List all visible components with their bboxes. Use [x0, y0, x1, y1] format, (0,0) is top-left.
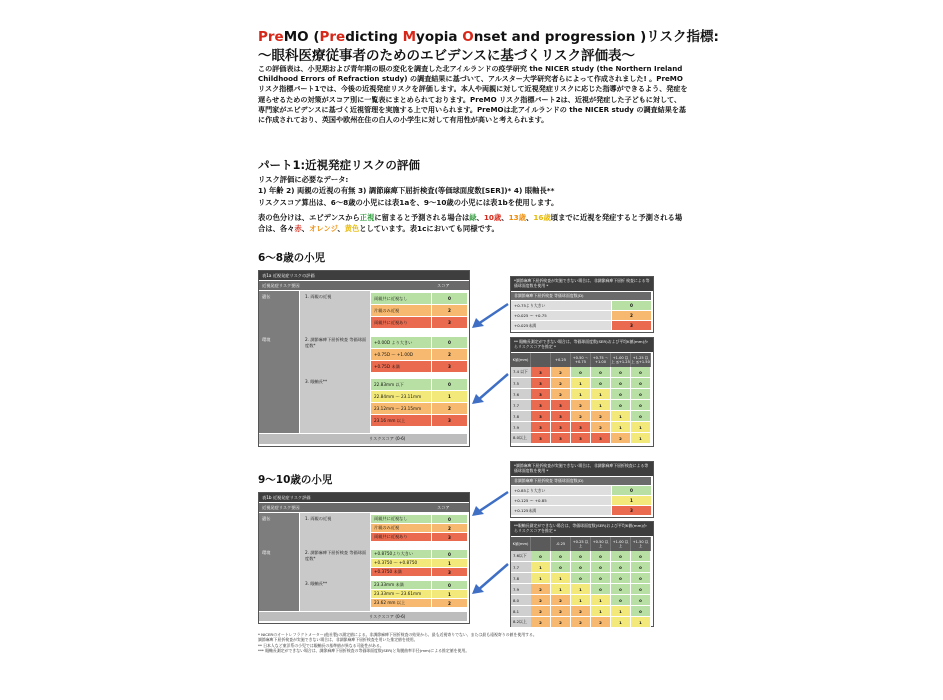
list-row-score: 0	[612, 301, 651, 310]
grid-cell: 1	[631, 422, 651, 433]
group-column	[259, 291, 299, 433]
grid-cell: 2	[551, 617, 571, 628]
row-score: 2	[432, 599, 467, 607]
box-b1-note: *調節麻痺下屈折検査が実施できない場合は、非調節麻痺下屈折検査による等価球面度数を使用 *	[511, 462, 653, 476]
box-a2-note: ** 眼軸長測定ができない場合は、等価球面度数(SER)および平均K値(mm)からリスクスコアを推定 *	[511, 338, 653, 352]
grid-row-label: 7.7	[511, 562, 531, 573]
title-line-2: 〜眼科医療従事者のためのエビデンスに基づくリスク評価表〜	[258, 48, 636, 64]
grid-cell: 0	[571, 551, 591, 562]
grid-cell: 1	[611, 617, 631, 628]
grid-cell: 2	[551, 606, 571, 617]
cn-e: 、	[476, 213, 484, 222]
grid-row-label: 7.4 以下	[511, 367, 531, 378]
color-note	[258, 212, 688, 234]
row-label: 両親共に近視あり	[371, 533, 431, 541]
box-b2-note: **眼軸長測定ができない場合は、等価球面度数(SER)および平均K値(mm)からリスクスコアを推定 *	[511, 522, 653, 536]
grid-cell: 2	[551, 367, 571, 378]
grid-cell: 0	[631, 606, 651, 617]
table-1b-score-head: スコア	[437, 505, 450, 510]
grid-cell: 3	[571, 433, 591, 444]
grid-cell: 1	[531, 573, 551, 584]
grid-cell: 0	[631, 400, 651, 411]
factor-ser: 2. 調節麻痺下屈折検査 等価球面度数*	[305, 337, 367, 348]
grid-cell: 0	[611, 367, 631, 378]
section-9-10: 9〜10歳の小児	[258, 474, 333, 486]
row-label: +0.75D 〜 +1.00D	[371, 349, 431, 360]
factor-column	[300, 291, 370, 433]
row-score: 0	[432, 379, 467, 390]
grid-cell: 3	[551, 411, 571, 422]
cn-l: 黄色	[344, 224, 360, 233]
row-label: +0.3750 未満	[371, 568, 431, 576]
grid-cell: 3	[531, 433, 551, 444]
grid-cell: 1	[611, 422, 631, 433]
table-1a-total: リスクスコア (0-6)	[259, 434, 467, 444]
intro-paragraph: この評価表は、小児期および青年期の眼の変化を調査した北アイルランドの疫学研究 the NICER study (the Northern Ireland Childhood Errors of Refraction study) の調査結果に基づいて、アルスター大学研究者らによって作成されました! 。PreMO リスク指標パート1では、今後の近視発症リスクを評価します。本人や両親に対して近視発症リスクに応じた指導ができるよう、発症を遅らせるための対策がスコア別に一覧表にまとめられております。PreMO リスク指標パート2は、近視が発症した子どもに対して、専門家がエビデンスに基づく近視管理を実施する上で用いられます。PreMOは北アイルランドの the NICER study の調査結果を基に作成されており、英国や欧州在住の白人の小学生に対して有用性が高いと考えられます。	[258, 64, 688, 125]
table-1b-subheader-text: 近視発症リスク要因	[262, 505, 300, 510]
cn-e2: 、	[501, 213, 509, 222]
row-score: 3	[432, 533, 467, 541]
cn-a: 表の色分けは、エビデンスから	[258, 213, 360, 222]
grid-col-header: +1.50 以上	[631, 537, 651, 551]
grid-cell: 2	[551, 389, 571, 400]
list-row-score: 3	[612, 506, 651, 515]
row-label: 23.12mm 〜 23.15mm	[371, 403, 431, 414]
cn-i: 頃までに近視を発症すると予測される場合は、各々	[258, 213, 683, 233]
grid-cell: 0	[611, 551, 631, 562]
row-score: 1	[432, 391, 467, 402]
grid-col-header: -0.25	[551, 537, 571, 551]
footnotes	[258, 632, 688, 654]
grid-cell: 0	[631, 389, 651, 400]
box-a1-head: 非調節麻痺下屈折検査 等価球面度数(D)	[511, 292, 651, 300]
box-a1-note: *調節麻痺下屈折検査が実施できない場合は、非調節麻痺下屈折 検査による等価球面度数を使用 *	[511, 277, 653, 291]
cn-c: に留まると予測される場合は	[374, 213, 470, 222]
cn-b: 正視	[359, 213, 375, 222]
row-label: 23.33mm 未満	[371, 581, 431, 589]
grid-row-label: 7.6	[511, 389, 531, 400]
grid-cell: 1	[571, 378, 591, 389]
cn-e3: 、	[526, 213, 534, 222]
grid-col-header: +0.25 以上	[571, 537, 591, 551]
grid-cell: 0	[631, 595, 651, 606]
score-note: リスクスコア算出は、6〜8歳の小児には表1aを、9〜10歳の小児には表1bを使用します。	[258, 198, 559, 207]
factor-column-b	[300, 513, 370, 611]
row-score: 2	[432, 403, 467, 414]
list-row-label: +0.025未満	[511, 321, 611, 330]
box-a2	[510, 337, 654, 447]
grid-cell: 2	[531, 595, 551, 606]
grid-cell: 0	[591, 562, 611, 573]
grid-cell: 3	[551, 433, 571, 444]
grid-cell: 1	[591, 595, 611, 606]
row-label: +0.8750より大きい	[371, 550, 431, 558]
grid-cell: 0	[591, 367, 611, 378]
box-b1	[510, 461, 654, 518]
row-score: 3	[432, 568, 467, 576]
grid-cell: 0	[591, 551, 611, 562]
list-row-label: +0.85より大きい	[511, 486, 611, 495]
row-label: 片親のみ近視	[371, 524, 431, 532]
footnote-2: 調節麻痺下屈折検査が実施できない場合は、非調節麻痺下屈折検査を用いた推定値を使用。	[258, 637, 418, 643]
list-row-score: 2	[612, 311, 651, 320]
row-score: 3	[432, 415, 467, 426]
grid-cell: 0	[571, 367, 591, 378]
title-line-1	[258, 25, 719, 45]
row-label: 両親共に近視なし	[371, 293, 431, 304]
row-label: 両親共に近視なし	[371, 515, 431, 523]
grid-cell: 1	[631, 433, 651, 444]
factor-ser-b: 2. 調節麻痺下屈折検査 等価球面度数*	[305, 550, 367, 561]
grid-cell: 0	[571, 562, 591, 573]
required-data-items: 1) 年齢 2) 両親の近視の有無 3) 調節麻痺下屈折検査(等価球面度数[SER])* 4) 眼軸長**	[258, 186, 555, 195]
grid-cell: 1	[611, 411, 631, 422]
row-label: 22.84mm 〜 23.11mm	[371, 391, 431, 402]
table-1b-header: 表1b 近視発症リスク評価	[259, 493, 469, 502]
grid-cell: 1	[571, 595, 591, 606]
grid-rowhead: K値(mm)	[511, 537, 531, 551]
grid-col-header: +1.25 以上 ≦+1.50	[631, 353, 651, 367]
grid-cell: 2	[571, 617, 591, 628]
grid-row-label: 7.5	[511, 378, 531, 389]
row-score: 0	[432, 337, 467, 348]
factor-parents-b: 1. 両親の近視	[305, 516, 332, 521]
grid-cell: 0	[591, 378, 611, 389]
row-score: 0	[432, 581, 467, 589]
grid-cell: 3	[571, 422, 591, 433]
row-score: 2	[432, 524, 467, 532]
footnote-4: *** 眼軸長測定ができない場合は、調節麻痺下屈折検査の等価球面度数(SER)と角膜曲率半径(mm)による推定値を使用。	[258, 648, 470, 654]
grid-cell: 3	[531, 411, 551, 422]
grid-cell: 2	[571, 606, 591, 617]
grid-cell: 0	[551, 562, 571, 573]
required-data-label: リスク評価に必要なデータ:	[258, 175, 349, 184]
row-label: 片親のみ近視	[371, 305, 431, 316]
grid-row-label: 7.9	[511, 422, 531, 433]
table-1b-total: リスクスコア (0-6)	[259, 612, 467, 621]
row-score: 1	[432, 559, 467, 567]
grid-cell: 0	[591, 573, 611, 584]
group-environment-b: 環境	[262, 550, 271, 555]
grid-cell: 3	[551, 422, 571, 433]
row-score: 0	[432, 515, 467, 523]
grid-cell: 0	[631, 573, 651, 584]
grid-cell: 3	[531, 422, 551, 433]
section-6-8: 6〜8歳の小児	[258, 252, 326, 264]
row-score: 0	[432, 550, 467, 558]
grid-cell: 0	[591, 584, 611, 595]
cn-g: 13歳	[508, 213, 527, 222]
footnote-1: * NICERのオートレフラクトメーター(他社製)の測定値による。非調節麻痺下屈折検査の結果から、最も近視寄りでない、または最も遠視寄りの値を使用する。	[258, 632, 537, 637]
row-score: 2	[432, 305, 467, 316]
grid-cell: 2	[591, 422, 611, 433]
grid-cell: 2	[531, 617, 551, 628]
grid-cell: 2	[591, 411, 611, 422]
list-row-label: +0.025 〜 +0.75	[511, 311, 611, 320]
grid-col-header: +0.50 〜 +0.75	[571, 353, 591, 367]
grid-row-label: 7.8	[511, 411, 531, 422]
grid-cell: 1	[571, 389, 591, 400]
box-b2	[510, 521, 654, 627]
arrow-b1-icon	[470, 488, 512, 518]
grid-cell: 3	[531, 400, 551, 411]
factor-parents: 1. 両親の近視	[305, 294, 332, 299]
grid-cell: 0	[551, 551, 571, 562]
row-score: 0	[432, 293, 467, 304]
factor-axial-b: 3. 眼軸長**	[305, 581, 328, 586]
grid-col-header: +0.50 以上	[591, 537, 611, 551]
grid-cell: 2	[551, 595, 571, 606]
grid-row-label: 8.1	[511, 606, 531, 617]
grid-cell: 1	[591, 606, 611, 617]
title-pre-2: Pre	[319, 29, 346, 45]
row-label: 22.83mm 以下	[371, 379, 431, 390]
grid-col-header: +1.00 以上 ≦+1.25	[611, 353, 631, 367]
grid-cell: 3	[531, 378, 551, 389]
grid-cell: 2	[551, 378, 571, 389]
cn-e4: 、	[301, 224, 310, 233]
grid-col-header: +0.25	[551, 353, 571, 367]
footnote-3: ** 日本人など東洋系の小児では眼軸長の基準値が異なる可能性がある。	[258, 642, 384, 648]
row-label: +0.00D より大きい	[371, 337, 431, 348]
cn-j: 赤	[294, 224, 302, 233]
row-label: +0.3750 〜 +0.8750	[371, 559, 431, 567]
list-row-score: 1	[612, 496, 651, 505]
grid-cell: 0	[611, 562, 631, 573]
arrow-a1-icon	[470, 300, 512, 330]
table-1a-header: 表1a 近視発症リスクの評価	[259, 271, 469, 280]
grid-cell: 0	[531, 551, 551, 562]
title-dicting: dicting	[345, 29, 403, 45]
row-score: 2	[432, 349, 467, 360]
group-heredity: 遺伝	[262, 294, 271, 299]
cn-f: 10歳	[483, 213, 502, 222]
grid-cell: 3	[531, 389, 551, 400]
grid-cell: 0	[611, 378, 631, 389]
grid-rowhead: K値(mm)	[511, 353, 531, 367]
grid-row-label: 7.7	[511, 400, 531, 411]
grid-cell: 3	[551, 400, 571, 411]
cn-h: 16歳	[533, 213, 551, 222]
grid-cell: 2	[571, 411, 591, 422]
grid-cell: 1	[611, 606, 631, 617]
row-label: 23.16 mm 以上	[371, 415, 431, 426]
grid-row-label: 8.0	[511, 595, 531, 606]
box-a1	[510, 276, 654, 333]
title-pre: Pre	[258, 29, 284, 45]
row-label: 23.62 mm 以上	[371, 599, 431, 607]
factor-axial: 3. 眼軸長**	[305, 379, 328, 384]
grid-cell: 2	[591, 617, 611, 628]
cn-e5: 、	[337, 224, 345, 233]
grid-cell: 0	[611, 389, 631, 400]
list-row-score: 3	[612, 321, 651, 330]
title-o: O	[462, 29, 474, 45]
grid-cell: 1	[591, 400, 611, 411]
grid-cell: 0	[611, 573, 631, 584]
group-environment: 環境	[262, 337, 271, 342]
table-1a	[258, 270, 470, 447]
grid-cell: 1	[551, 573, 571, 584]
grid-row-label: 8.0以上	[511, 433, 531, 444]
arrow-a2-icon	[470, 370, 512, 406]
table-1b	[258, 492, 470, 624]
grid-cell: 1	[631, 617, 651, 628]
box-b1-head: 非調節麻痺下屈折検査 等価球面度数(D)	[511, 477, 651, 485]
grid-cell: 2	[571, 400, 591, 411]
grid-row-label: 7.6以下	[511, 551, 531, 562]
cn-k: オレンジ	[309, 224, 338, 233]
grid-col-header: +1.00 以上	[611, 537, 631, 551]
grid-cell: 0	[631, 551, 651, 562]
row-score: 1	[432, 590, 467, 598]
grid-cell: 0	[611, 584, 631, 595]
table-1a-subheader	[259, 281, 469, 290]
grid-cell: 0	[611, 400, 631, 411]
grid-cell: 3	[591, 433, 611, 444]
list-row-score: 0	[612, 486, 651, 495]
title-yopia: yopia	[416, 29, 463, 45]
grid-cell: 0	[611, 595, 631, 606]
grid-row-label: 8.2以上	[511, 617, 531, 628]
table-1b-subheader	[259, 503, 469, 512]
row-label: 23.33mm 〜 23.61mm	[371, 590, 431, 598]
grid-cell: 1	[551, 584, 571, 595]
title-m: M	[402, 29, 417, 45]
grid-cell: 2	[531, 606, 551, 617]
grid-col-header: +0.75 〜 +1.00	[591, 353, 611, 367]
table-1a-score-head: スコア	[437, 283, 450, 288]
grid-cell: 2	[531, 584, 551, 595]
grid-cell: 0	[571, 573, 591, 584]
cn-m: としています。表1cにおいても同様です。	[359, 224, 499, 233]
grid-cell: 0	[631, 367, 651, 378]
group-column-b	[259, 513, 299, 611]
grid-cell: 1	[591, 389, 611, 400]
grid-col-header-blank	[531, 537, 551, 551]
grid-col-header-blank	[531, 353, 551, 367]
row-score: 3	[432, 361, 467, 372]
grid-cell: 0	[631, 411, 651, 422]
grid-cell: 3	[531, 367, 551, 378]
grid-cell: 1	[531, 562, 551, 573]
row-score: 3	[432, 317, 467, 328]
list-row-label: +0.125未満	[511, 506, 611, 515]
row-label: +0.75D 未満	[371, 361, 431, 372]
list-row-label: +0.75より大きい	[511, 301, 611, 310]
cn-d: 緑	[469, 213, 477, 222]
row-label: 両親共に近視あり	[371, 317, 431, 328]
grid-cell: 1	[571, 584, 591, 595]
title-mo: MO (	[283, 29, 320, 45]
list-row-label: +0.125 〜 +0.85	[511, 496, 611, 505]
grid-row-label: 7.9	[511, 584, 531, 595]
grid-cell: 2	[611, 433, 631, 444]
grid-cell: 0	[631, 584, 651, 595]
grid-cell: 0	[631, 562, 651, 573]
grid-row-label: 7.8	[511, 573, 531, 584]
group-heredity-b: 遺伝	[262, 516, 271, 521]
table-1a-subheader-text: 近視発症リスク要因	[262, 283, 300, 288]
arrow-b2-icon	[470, 560, 512, 596]
grid-cell: 0	[631, 378, 651, 389]
title-rest: nset and progression )リスク指標:	[473, 29, 719, 45]
part1-heading: パート1:近視発症リスクの評価	[258, 158, 420, 172]
